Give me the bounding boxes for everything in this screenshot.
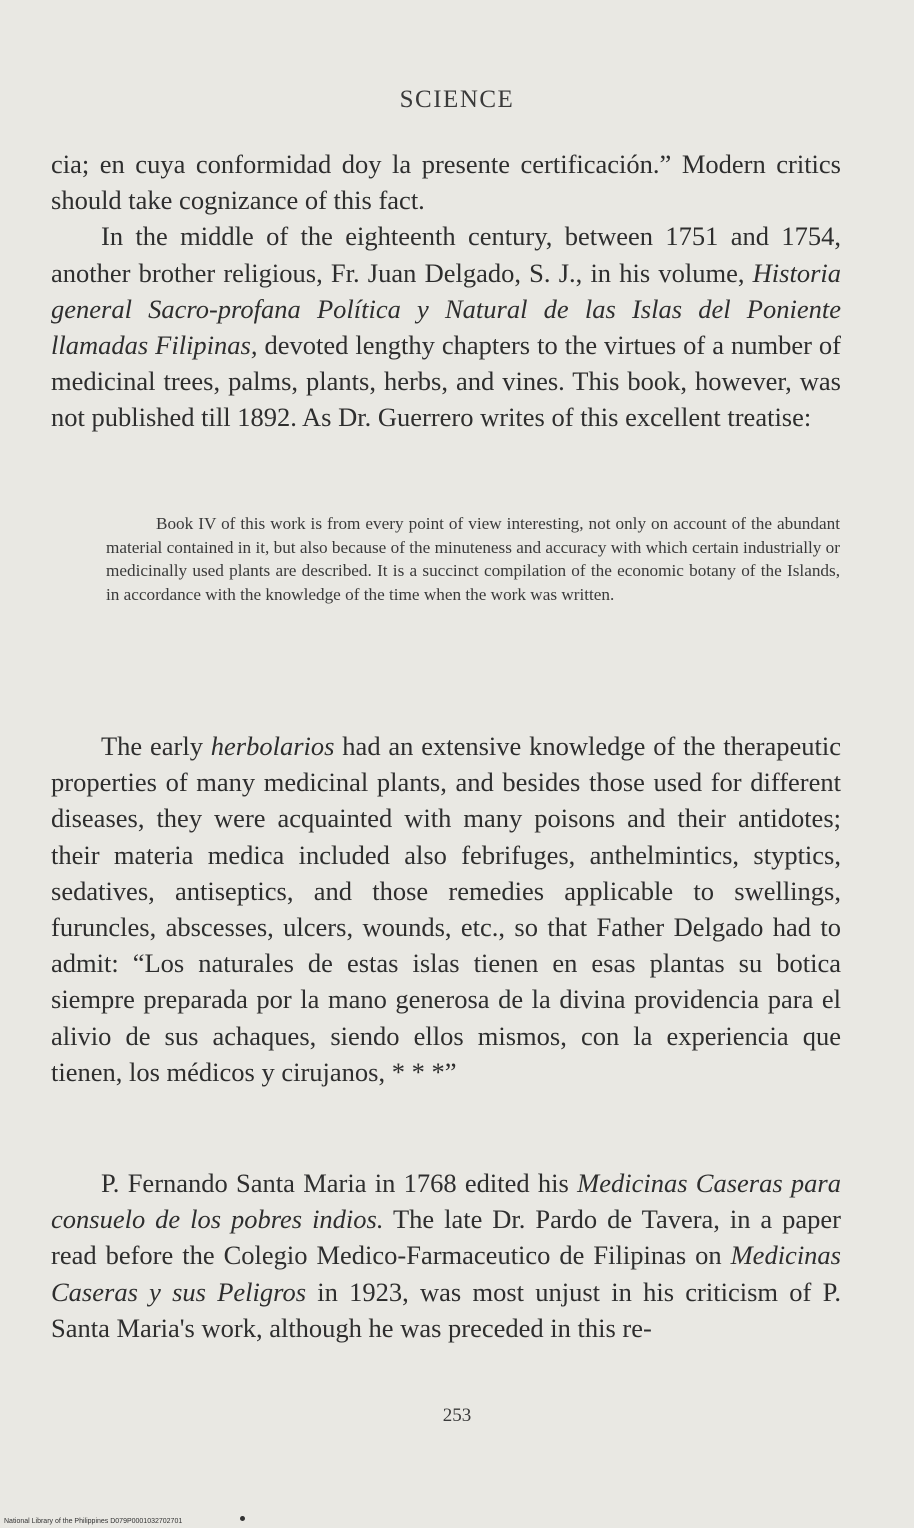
term-herbolarios: herbolarios (210, 731, 335, 761)
top-text-block (51, 146, 841, 436)
book-title-historia: Historia general Sacro-profana Política y Natural de las Islas del Poniente llamadas Filipinas, (51, 257, 841, 361)
paragraph-text: devoted lengthy chapters to the virtues of a number of medicinal trees, palms, plants, herbs, and vines. This book, however, was not published till 1892. As Dr. Guerrero writes of this excellent treatise: (51, 330, 841, 433)
paragraph-text: P. Fernando Santa Maria in 1768 edited his (101, 1168, 578, 1198)
scan-speck (240, 1516, 245, 1521)
scan-footer-note: National Library of the Philippines D079P0001032702701 (4, 1518, 183, 1525)
paragraph-text: In the middle of the eighteenth century, between 1751 and 1754, another brother religious, Fr. Juan Delgado, S. J., in his volume, (51, 221, 841, 288)
paragraph-text: The late Dr. Pardo de Tavera, in a paper read before the Colegio Medico-Farmaceutico de Filipinas on (51, 1204, 841, 1271)
bottom-text-block (51, 1165, 841, 1346)
paragraph-text: had an extensive knowledge of the therapeutic properties of many medicinal plants, and besides those used for different diseases, they were acquainted with many poisons and their antidotes; their materia medica included also febrifuges, anthelmintics, styptics, sedatives, antiseptics, and those remedies applicable to swellings, furuncles, abscesses, ulcers, wounds, etc., so that Father Delgado had to admit: “Los naturales de estas islas tienen en esas plantas su botica siempre preparada por la mano generosa de la divina providencia para el alivio de sus achaques, siendo ellos mismos, con la experiencia que tienen, los médicos y cirujanos, * * *” (51, 731, 841, 1087)
paragraph-santa-maria (51, 1165, 841, 1346)
paragraph-text: in 1923, was most unjust in his criticism of P. Santa Maria's work, although he was preceded in this re- (51, 1276, 841, 1343)
block-quote: Book IV of this work is from every point of view interesting, not only on account of the abundant material contained in it, but also because of the minuteness and accuracy with which certain industrially or medicinally used plants are described. It is a succinct compilation of the economic botany of the Islands, in accordance with the knowledge of the time when the work was written. (106, 514, 840, 604)
running-header: SCIENCE (399, 86, 515, 113)
paragraph-text: The early (101, 731, 211, 761)
paragraph-continuation: cia; en cuya conformidad doy la presente certificación.” Modern critics should take cognizance of this fact. (51, 149, 841, 216)
page-number: 253 (442, 1405, 472, 1426)
paragraph-delgado (51, 218, 841, 435)
paragraph-herbolarios (51, 728, 841, 1090)
book-title-medicinas: Medicinas Caseras para consuelo de los pobres indios. (51, 1168, 841, 1235)
paper-title-peligros: Medicinas Caseras y sus Peligros (51, 1240, 841, 1307)
middle-text-block (51, 728, 841, 1090)
